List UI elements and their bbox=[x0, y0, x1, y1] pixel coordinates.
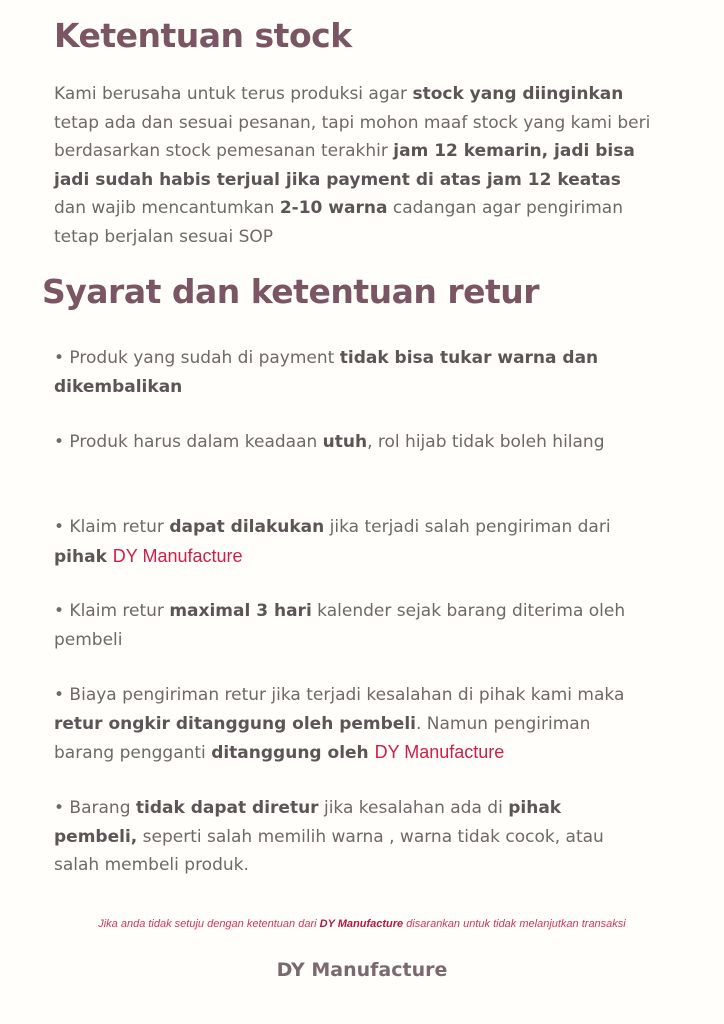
return-rule-item bbox=[54, 681, 634, 768]
bold-segment: maximal 3 hari bbox=[169, 601, 312, 621]
stock-terms-title: Ketentuan stock bbox=[54, 16, 352, 55]
stock-terms-paragraph bbox=[54, 80, 654, 251]
return-rule-item bbox=[54, 794, 634, 880]
bold-segment: pihak pembeli, bbox=[54, 798, 562, 847]
text-segment: jika terjadi salah pengiriman dari bbox=[324, 517, 611, 537]
footer-brand: DY Manufacture bbox=[276, 959, 448, 981]
text-segment: • Produk harus dalam keadaan bbox=[54, 432, 323, 452]
brand-name: DY Manufacture bbox=[374, 742, 505, 762]
text-segment: cadangan agar pengiriman tetap berjalan sesuai SOP bbox=[54, 198, 623, 247]
bold-segment: dapat dilakukan bbox=[169, 517, 325, 537]
text-segment: • Produk yang sudah di payment bbox=[54, 348, 340, 368]
bold-segment: utuh bbox=[322, 432, 368, 452]
bold-segment: jam 12 kemarin, jadi bisa jadi sudah habis terjual jika payment di atas jam 12 keatas bbox=[54, 141, 635, 190]
text-segment: jika kesalahan ada di bbox=[318, 798, 509, 818]
text-segment: • Klaim retur bbox=[54, 601, 170, 621]
return-rule-item bbox=[54, 344, 634, 401]
text-segment: disarankan untuk tidak melanjutkan transaksi bbox=[403, 918, 626, 930]
bold-segment: ditanggung oleh bbox=[211, 743, 375, 763]
return-rule-item bbox=[54, 597, 634, 654]
return-terms-title: Syarat dan ketentuan retur bbox=[42, 272, 540, 311]
text-segment: dan wajib mencantumkan bbox=[54, 198, 280, 218]
bold-segment: tidak dapat diretur bbox=[135, 798, 319, 818]
text-segment: Jika anda tidak setuju dengan ketentuan dari bbox=[98, 918, 320, 930]
text-segment: . Namun pengiriman barang pengganti bbox=[54, 713, 591, 763]
text-segment: • Barang bbox=[54, 798, 136, 818]
bold-segment: stock yang diinginkan bbox=[412, 84, 624, 104]
bold-segment: 2-10 warna bbox=[279, 198, 388, 218]
return-rule-item bbox=[54, 428, 634, 457]
text-segment: kalender sejak barang diterima oleh pembeli bbox=[54, 601, 626, 650]
disclaimer-note bbox=[0, 916, 724, 932]
text-segment: Kami berusaha untuk terus produksi agar bbox=[54, 84, 413, 104]
text-segment: • Biaya pengiriman retur jika terjadi kesalahan di pihak kami maka bbox=[54, 685, 625, 705]
brand-name: DY Manufacture bbox=[319, 918, 404, 930]
bold-segment: tidak bisa tukar warna dan dikembalikan bbox=[54, 348, 599, 397]
bold-segment: retur ongkir ditanggung oleh pembeli bbox=[54, 713, 416, 734]
text-segment: tetap ada dan sesuai pesanan, tapi mohon maaf stock yang kami beri berdasarkan stock pemesanan terakhir bbox=[54, 112, 651, 161]
bold-segment: pihak bbox=[54, 546, 113, 567]
brand-name: DY Manufacture bbox=[112, 545, 243, 566]
text-segment: seperti salah memilih warna , warna tidak cocok, atau salah membeli produk. bbox=[54, 826, 604, 875]
text-segment: • Klaim retur bbox=[54, 517, 170, 537]
text-segment: , rol hijab tidak boleh hilang bbox=[367, 432, 605, 452]
return-rule-item bbox=[54, 513, 634, 571]
